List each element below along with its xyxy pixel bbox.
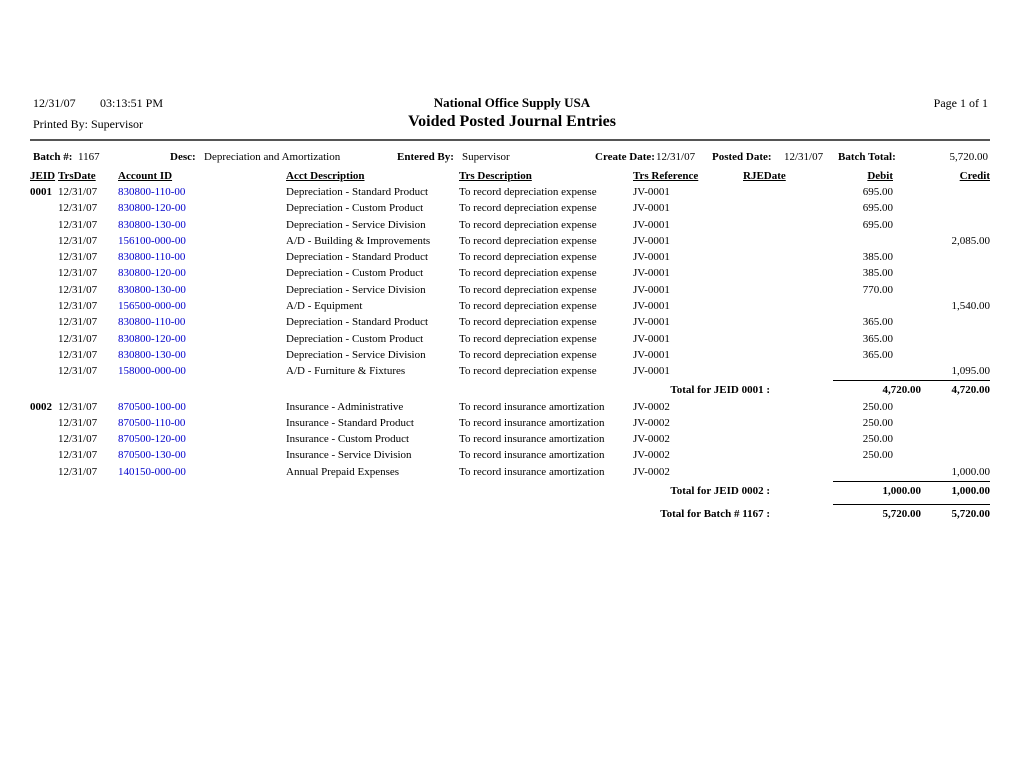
- debit-cell: 365.00: [862, 316, 893, 329]
- trs-date-cell: 12/31/07: [58, 348, 98, 361]
- acct-description-cell: Depreciation - Standard Product: [286, 316, 429, 329]
- credit-cell: [893, 331, 990, 347]
- trs-description-cell: To record depreciation expense: [459, 251, 597, 264]
- trs-description-cell: To record insurance amortization: [459, 400, 605, 413]
- journal-entry-row: [30, 415, 990, 431]
- batch-total-value: 5,720.00: [949, 151, 988, 163]
- trs-date-cell: 12/31/07: [58, 416, 98, 429]
- journal-entry-row: [30, 217, 990, 233]
- trs-date-cell: 12/31/07: [58, 332, 98, 345]
- journal-entry-row: [30, 282, 990, 298]
- trs-date-cell: 12/31/07: [58, 449, 98, 462]
- company-name: National Office Supply USA: [433, 95, 591, 110]
- trs-description-cell: To record insurance amortization: [459, 449, 605, 462]
- col-header-debit: Debit: [867, 169, 893, 182]
- acct-description-cell: Insurance - Standard Product: [286, 416, 414, 429]
- journal-entry-row: [30, 233, 990, 249]
- credit-cell: [893, 265, 990, 281]
- trs-reference-cell: JV-0001: [633, 316, 670, 329]
- acct-description-cell: Depreciation - Custom Product: [286, 332, 424, 345]
- trs-reference-cell: JV-0001: [633, 332, 670, 345]
- credit-cell: [893, 347, 990, 363]
- print-date: 12/31/07: [33, 96, 76, 110]
- trs-date-cell: 12/31/07: [58, 433, 98, 446]
- rje-date-cell: [743, 431, 833, 447]
- credit-cell: 1,095.00: [951, 365, 990, 378]
- account-id-link[interactable]: 830800-120-00: [118, 267, 186, 280]
- credit-cell: 1,000.00: [951, 465, 990, 478]
- batch-number-label: Batch #:: [33, 151, 73, 163]
- total-debit-cell: 5,720.00: [833, 499, 893, 522]
- jeid-cell: 0002: [30, 400, 52, 413]
- journal-entry-row: [30, 298, 990, 314]
- trs-description-cell: To record insurance amortization: [459, 433, 605, 446]
- account-id-link[interactable]: 830800-130-00: [118, 218, 186, 231]
- account-id-link[interactable]: 870500-130-00: [118, 449, 186, 462]
- batch-desc-value: Depreciation and Amortization: [204, 151, 341, 163]
- jeid-cell: [30, 314, 58, 330]
- rje-date-cell: [743, 249, 833, 265]
- rje-date-cell: [743, 200, 833, 216]
- trs-reference-cell: JV-0001: [633, 186, 670, 198]
- account-id-link[interactable]: 156500-000-00: [118, 300, 186, 313]
- trs-description-cell: To record depreciation expense: [459, 348, 597, 361]
- jeid-cell: [30, 431, 58, 447]
- acct-description-cell: Depreciation - Service Division: [286, 348, 426, 361]
- trs-date-cell: 12/31/07: [58, 300, 98, 313]
- debit-cell: 770.00: [862, 283, 893, 296]
- debit-cell: [833, 363, 893, 379]
- journal-entry-row: [30, 431, 990, 447]
- debit-cell: 695.00: [862, 202, 893, 215]
- account-id-link[interactable]: 158000-000-00: [118, 365, 186, 378]
- col-header-acct-description: Acct Description: [286, 169, 365, 182]
- debit-cell: 250.00: [862, 449, 893, 462]
- trs-description-cell: To record depreciation expense: [459, 332, 597, 345]
- journal-entry-row: [30, 447, 990, 463]
- account-id-link[interactable]: 830800-110-00: [118, 316, 186, 329]
- trs-reference-cell: JV-0001: [633, 365, 670, 378]
- batch-number-value: 1167: [78, 151, 100, 163]
- jeid-cell: [30, 298, 58, 314]
- credit-cell: [893, 314, 990, 330]
- rje-date-cell: [743, 347, 833, 363]
- acct-description-cell: Insurance - Administrative: [286, 400, 404, 413]
- rje-date-cell: [743, 282, 833, 298]
- trs-description-cell: To record depreciation expense: [459, 267, 597, 280]
- trs-description-cell: To record depreciation expense: [459, 365, 597, 378]
- journal-entry-row: [30, 399, 990, 415]
- trs-date-cell: 12/31/07: [58, 234, 98, 247]
- total-label: Total for JEID 0001 :: [670, 384, 770, 397]
- account-id-link[interactable]: 830800-130-00: [118, 348, 186, 361]
- trs-date-cell: 12/31/07: [58, 283, 98, 296]
- jeid-cell: [30, 265, 58, 281]
- trs-reference-cell: JV-0002: [633, 416, 670, 429]
- account-id-link[interactable]: 870500-100-00: [118, 400, 186, 413]
- trs-description-cell: To record depreciation expense: [459, 202, 597, 215]
- trs-date-cell: 12/31/07: [58, 465, 98, 478]
- rje-date-cell: [743, 399, 833, 415]
- credit-cell: 1,540.00: [951, 300, 990, 313]
- create-date-value: 12/31/07: [656, 151, 696, 163]
- debit-cell: [833, 233, 893, 249]
- journal-entries-table: [30, 165, 990, 522]
- printed-by: Printed By: Supervisor: [33, 117, 143, 131]
- rje-date-cell: [743, 217, 833, 233]
- acct-description-cell: A/D - Building & Improvements: [286, 234, 431, 247]
- trs-date-cell: 12/31/07: [58, 251, 98, 264]
- journal-entry-row: [30, 314, 990, 330]
- journal-entry-row: [30, 464, 990, 480]
- trs-description-cell: To record depreciation expense: [459, 316, 597, 329]
- total-row: [30, 499, 990, 522]
- rje-date-cell: [743, 184, 833, 200]
- page-number: Page 1 of 1: [933, 96, 988, 110]
- acct-description-cell: Insurance - Custom Product: [286, 433, 410, 446]
- account-id-link[interactable]: 870500-110-00: [118, 416, 186, 429]
- trs-date-cell: 12/31/07: [58, 202, 98, 215]
- debit-cell: [833, 298, 893, 314]
- entered-by-label: Entered By:: [397, 151, 454, 163]
- total-row: [30, 380, 990, 399]
- jeid-cell: [30, 447, 58, 463]
- journal-entry-row: [30, 184, 990, 200]
- acct-description-cell: Depreciation - Standard Product: [286, 186, 429, 198]
- account-id-link[interactable]: 830800-110-00: [118, 186, 186, 198]
- journal-entry-row: [30, 200, 990, 216]
- jeid-cell: [30, 415, 58, 431]
- batch-desc-label: Desc:: [170, 151, 196, 163]
- account-id-link[interactable]: 830800-130-00: [118, 283, 186, 296]
- trs-reference-cell: JV-0001: [633, 234, 670, 247]
- acct-description-cell: Annual Prepaid Expenses: [286, 465, 400, 478]
- acct-description-cell: A/D - Equipment: [286, 300, 363, 313]
- trs-date-cell: 12/31/07: [58, 316, 98, 329]
- acct-description-cell: Depreciation - Custom Product: [286, 202, 424, 215]
- journal-entry-row: [30, 265, 990, 281]
- acct-description-cell: Depreciation - Standard Product: [286, 251, 429, 264]
- trs-reference-cell: JV-0002: [633, 449, 670, 462]
- trs-date-cell: 12/31/07: [58, 186, 98, 198]
- posted-date-label: Posted Date:: [712, 151, 772, 163]
- trs-date-cell: 12/31/07: [58, 400, 98, 413]
- credit-cell: [893, 184, 990, 200]
- trs-date-cell: 12/31/07: [58, 267, 98, 280]
- rje-date-cell: [743, 331, 833, 347]
- trs-reference-cell: JV-0002: [633, 465, 670, 478]
- total-credit-cell: 4,720.00: [893, 380, 990, 399]
- rje-date-cell: [743, 415, 833, 431]
- rje-date-cell: [743, 464, 833, 480]
- journal-entry-row: [30, 363, 990, 379]
- rje-date-cell: [743, 314, 833, 330]
- total-debit-cell: 4,720.00: [833, 380, 893, 399]
- col-header-account-id: Account ID: [118, 169, 173, 182]
- account-id-link[interactable]: 156100-000-00: [118, 234, 186, 247]
- rje-date-cell: [743, 447, 833, 463]
- col-header-credit: Credit: [959, 169, 990, 182]
- jeid-cell: [30, 331, 58, 347]
- credit-cell: [893, 200, 990, 216]
- acct-description-cell: Depreciation - Custom Product: [286, 267, 424, 280]
- col-header-rjedate: RJEDate: [743, 169, 786, 182]
- batch-total-label: Batch Total:: [838, 151, 896, 163]
- trs-reference-cell: JV-0001: [633, 251, 670, 264]
- jeid-cell: [30, 233, 58, 249]
- report-title: Voided Posted Journal Entries: [408, 113, 616, 130]
- batch-info-bar: [0, 151, 1024, 165]
- account-id-link[interactable]: 140150-000-00: [118, 465, 186, 478]
- col-header-trs-reference: Trs Reference: [633, 169, 699, 182]
- journal-entry-row: [30, 331, 990, 347]
- jeid-cell: 0001: [30, 186, 52, 198]
- journal-entry-row: [30, 249, 990, 265]
- trs-reference-cell: JV-0002: [633, 400, 670, 413]
- jeid-cell: [30, 200, 58, 216]
- trs-reference-cell: JV-0002: [633, 433, 670, 446]
- credit-cell: [893, 217, 990, 233]
- jeid-cell: [30, 282, 58, 298]
- journal-entry-row: [30, 347, 990, 363]
- trs-description-cell: To record depreciation expense: [459, 234, 597, 247]
- trs-description-cell: To record depreciation expense: [459, 283, 597, 296]
- total-credit-cell: 5,720.00: [893, 499, 990, 522]
- entered-by-value: Supervisor: [462, 151, 510, 163]
- account-id-link[interactable]: 870500-120-00: [118, 433, 186, 446]
- col-header-trsdate: TrsDate: [58, 169, 96, 182]
- account-id-link[interactable]: 830800-120-00: [118, 202, 186, 215]
- jeid-cell: [30, 217, 58, 233]
- debit-cell: 385.00: [862, 251, 893, 264]
- trs-reference-cell: JV-0001: [633, 283, 670, 296]
- debit-cell: 695.00: [862, 218, 893, 231]
- debit-cell: 250.00: [862, 416, 893, 429]
- credit-cell: [893, 249, 990, 265]
- rje-date-cell: [743, 265, 833, 281]
- trs-description-cell: To record depreciation expense: [459, 218, 597, 231]
- rje-date-cell: [743, 298, 833, 314]
- jeid-cell: [30, 347, 58, 363]
- debit-cell: 250.00: [862, 400, 893, 413]
- acct-description-cell: A/D - Furniture & Fixtures: [286, 365, 406, 378]
- journal-table-body: [30, 184, 990, 522]
- credit-cell: [893, 282, 990, 298]
- create-date-label: Create Date:: [595, 151, 655, 163]
- rje-date-cell: [743, 363, 833, 379]
- trs-reference-cell: JV-0001: [633, 348, 670, 361]
- trs-description-cell: To record insurance amortization: [459, 465, 605, 478]
- trs-reference-cell: JV-0001: [633, 267, 670, 280]
- acct-description-cell: Insurance - Service Division: [286, 449, 412, 462]
- trs-date-cell: 12/31/07: [58, 365, 98, 378]
- total-debit-cell: 1,000.00: [833, 480, 893, 499]
- account-id-link[interactable]: 830800-110-00: [118, 251, 186, 264]
- acct-description-cell: Depreciation - Service Division: [286, 218, 426, 231]
- credit-cell: 2,085.00: [951, 234, 990, 247]
- credit-cell: [893, 399, 990, 415]
- debit-cell: 385.00: [862, 267, 893, 280]
- trs-date-cell: 12/31/07: [58, 218, 98, 231]
- acct-description-cell: Depreciation - Service Division: [286, 283, 426, 296]
- debit-cell: 695.00: [862, 186, 893, 198]
- trs-reference-cell: JV-0001: [633, 218, 670, 231]
- debit-cell: 365.00: [862, 332, 893, 345]
- trs-reference-cell: JV-0001: [633, 300, 670, 313]
- header-divider: [30, 139, 990, 141]
- col-header-jeid: JEID: [30, 169, 56, 182]
- print-time: 03:13:51 PM: [100, 96, 164, 110]
- account-id-link[interactable]: 830800-120-00: [118, 332, 186, 345]
- rje-date-cell: [743, 233, 833, 249]
- col-header-trs-description: Trs Description: [459, 169, 532, 182]
- total-label: Total for JEID 0002 :: [670, 484, 770, 497]
- jeid-cell: [30, 363, 58, 379]
- total-label: Total for Batch # 1167 :: [660, 507, 770, 520]
- total-credit-cell: 1,000.00: [893, 480, 990, 499]
- credit-cell: [893, 431, 990, 447]
- trs-description-cell: To record insurance amortization: [459, 416, 605, 429]
- total-row: [30, 480, 990, 499]
- jeid-cell: [30, 464, 58, 480]
- debit-cell: [833, 464, 893, 480]
- trs-description-cell: To record depreciation expense: [459, 300, 597, 313]
- jeid-cell: [30, 249, 58, 265]
- trs-description-cell: To record depreciation expense: [459, 186, 597, 198]
- credit-cell: [893, 415, 990, 431]
- table-header-row: [30, 165, 990, 184]
- credit-cell: [893, 447, 990, 463]
- posted-date-value: 12/31/07: [784, 151, 824, 163]
- trs-reference-cell: JV-0001: [633, 202, 670, 215]
- debit-cell: 365.00: [862, 348, 893, 361]
- debit-cell: 250.00: [862, 433, 893, 446]
